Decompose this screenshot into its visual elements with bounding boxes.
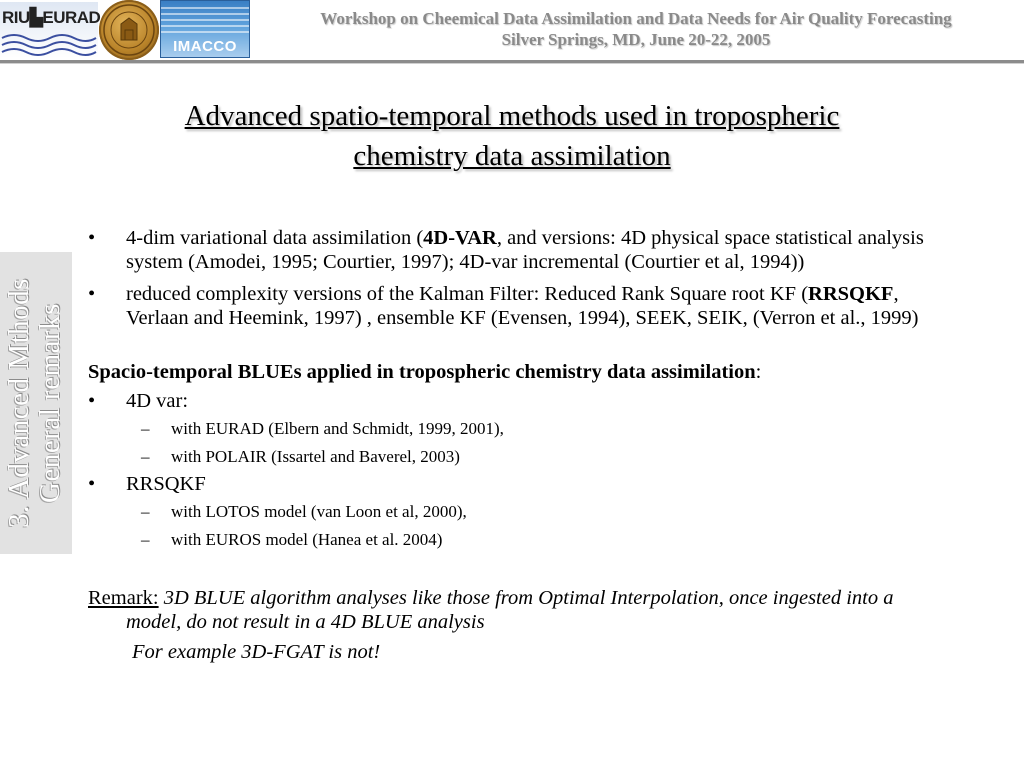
sub-item-euros xyxy=(88,529,950,550)
bullet-4dvar xyxy=(88,226,950,274)
imacco-logo xyxy=(160,0,250,58)
bullet-text-pre: reduced complexity versions of the Kalman Filter: Reduced Rank Square root KF ( xyxy=(126,283,809,305)
bullet-text-bold: 4D-VAR xyxy=(423,227,497,249)
workshop-location-date: Silver Springs, MD, June 20-22, 2005 xyxy=(501,30,771,49)
slide-title xyxy=(60,96,964,176)
spacio-temporal-heading-bold: Spacio-temporal BLUEs applied in tropospheric chemistry data assimilation xyxy=(88,361,756,383)
section-side-label-text xyxy=(0,252,72,554)
seal-emblem-icon xyxy=(99,0,159,60)
method-label: 4D var: xyxy=(126,390,189,412)
slide-title-line-1: Advanced spatio-temporal methods used in tropospheric xyxy=(184,100,840,132)
workshop-caption xyxy=(258,8,1014,50)
bullet-kalman-filter xyxy=(88,282,950,330)
remark-example: For example 3D-FGAT is not! xyxy=(132,641,381,663)
dash-marker: – xyxy=(141,419,150,438)
sub-item-text: with LOTOS model (van Loon et al, 2000), xyxy=(171,502,467,521)
section-number-label: 3. Advanced Mthods xyxy=(3,278,35,528)
bullet-marker: • xyxy=(88,227,96,249)
bullet-marker: • xyxy=(88,473,96,495)
bullet-text-post: , and versions: 4D physical space statistical analysis system (Amodei, 1995; Courtier, 1997); 4D-var incremental (Courtier et al, 1994)) xyxy=(126,227,924,273)
dash-marker: – xyxy=(141,447,150,466)
imacco-stripes xyxy=(161,7,249,33)
section-subtitle-label: General remarks xyxy=(34,303,66,503)
riu-eurad-logo-text: RIU▙EURAD xyxy=(2,8,101,27)
sub-item-text: with EURAD (Elbern and Schmidt, 1999, 2001), xyxy=(171,419,504,438)
remark-paragraph xyxy=(88,586,950,634)
slide-title-line-2: chemistry data assimilation xyxy=(353,140,671,172)
method-rrsqkf xyxy=(88,472,950,496)
sub-item-eurad xyxy=(88,418,950,439)
bullet-marker: • xyxy=(88,283,96,305)
slide-body xyxy=(88,226,950,664)
wave-lines-icon xyxy=(0,32,98,58)
slide-header xyxy=(0,0,1024,62)
remark-text: 3D BLUE algorithm analyses like those from Optimal Interpolation, once ingested into a model, do not result in a 4D BLUE analysis xyxy=(126,587,894,633)
bullet-marker: • xyxy=(88,390,96,412)
sub-item-polair xyxy=(88,446,950,467)
dash-marker: – xyxy=(141,530,150,549)
bullet-text-pre: 4-dim variational data assimilation ( xyxy=(126,227,424,249)
spacio-temporal-heading-colon: : xyxy=(755,361,762,383)
method-4dvar xyxy=(88,389,950,413)
section-side-label xyxy=(0,252,72,554)
bullet-text-bold: RRSQKF xyxy=(808,283,894,305)
sub-item-text: with EUROS model (Hanea et al. 2004) xyxy=(171,530,443,549)
riu-eurad-logo xyxy=(0,2,101,58)
spacio-temporal-heading xyxy=(88,360,950,384)
workshop-title: Workshop on Cheemical Data Assimilation and Data Needs for Air Quality Forecasting xyxy=(320,9,952,28)
remark-label: Remark: xyxy=(88,587,159,609)
sub-item-lotos xyxy=(88,501,950,522)
university-seal-logo xyxy=(99,0,159,60)
sub-item-text: with POLAIR (Issartel and Baverel, 2003) xyxy=(171,447,460,466)
method-label: RRSQKF xyxy=(126,473,206,495)
bullet-text-post: , Verlaan and Heemink, 1997) , ensemble KF (Evensen, 1994), SEEK, SEIK, (Verron et al., 1999) xyxy=(126,283,919,329)
dash-marker: – xyxy=(141,502,150,521)
imacco-wordmark: IMACCO xyxy=(173,38,237,55)
header-divider xyxy=(0,60,1024,64)
